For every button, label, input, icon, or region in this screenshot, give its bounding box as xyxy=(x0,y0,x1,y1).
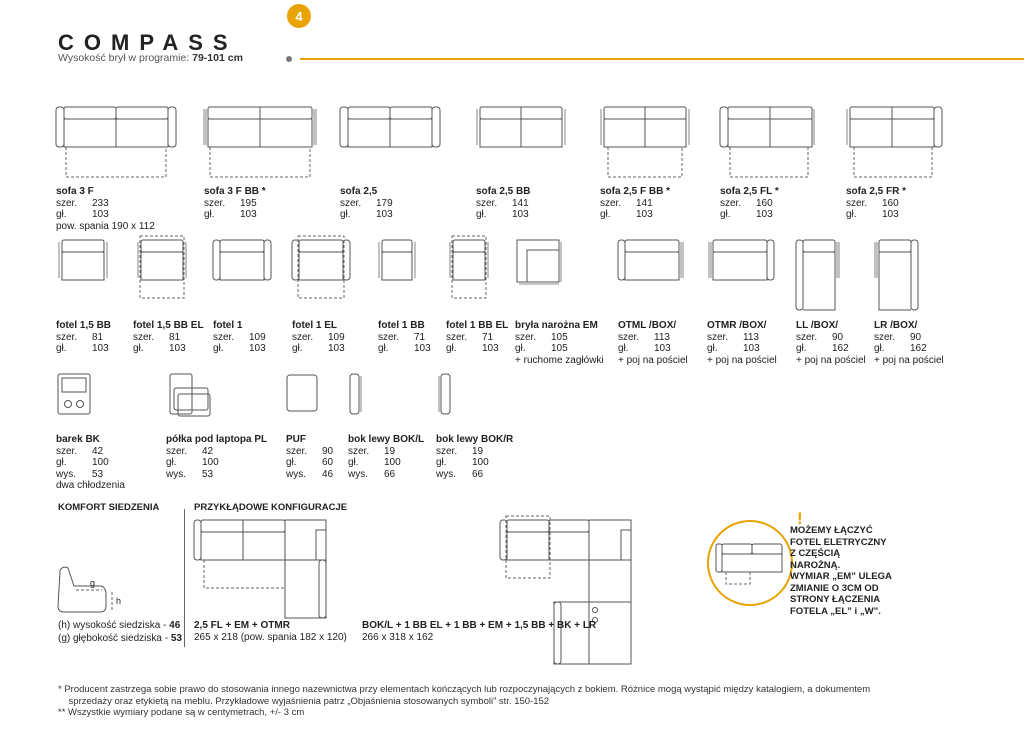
product-sofa-25 xyxy=(340,186,393,221)
product-name: barek BK xyxy=(56,434,100,445)
spec-key: szer. xyxy=(436,445,458,457)
notice-line: ZMIANIE O 3CM OD xyxy=(790,582,879,594)
product-extra: + ruchome zagłówki xyxy=(515,354,604,366)
spec-value: 66 xyxy=(472,468,484,480)
notice-text xyxy=(790,525,940,617)
spec-key: gł. xyxy=(707,343,718,354)
product-sofa-25fl xyxy=(720,186,779,221)
product-extra: dwa chłodzenia xyxy=(56,480,125,491)
spec-value: 66 xyxy=(384,468,396,480)
spec-key: szer. xyxy=(446,331,468,343)
spec-value: 162 xyxy=(910,343,927,354)
product-lr xyxy=(874,320,944,366)
product-fotel-1bbel xyxy=(446,320,508,355)
spec-key: szer. xyxy=(292,331,314,343)
spec-value: 103 xyxy=(743,343,760,354)
page-title: COMPASS xyxy=(58,30,238,55)
notice-line: FOTEL ELETRYCZNY xyxy=(790,536,887,548)
product-polka xyxy=(166,434,267,480)
spec-value: 160 xyxy=(756,197,773,209)
spec-value: 160 xyxy=(882,197,899,209)
spec-key: szer. xyxy=(796,331,818,343)
spec-key: gł. xyxy=(56,209,67,220)
depth-value: 53 xyxy=(170,633,182,644)
spec-key: szer. xyxy=(846,197,868,209)
footnote-line: sprzedaży oraz etykietą na meblu. Przykładowe wyjaśnienia patrz „Objaśnienia stosowanych symboli” str. 150-152 xyxy=(58,695,550,707)
product-sofa-25fr xyxy=(846,186,906,221)
spec-key: gł. xyxy=(286,457,297,468)
spec-key: gł. xyxy=(292,343,303,354)
spec-key: szer. xyxy=(56,445,78,457)
spec-value: 103 xyxy=(414,343,431,354)
spec-value: 46 xyxy=(322,468,334,480)
product-name: sofa 3 F BB * xyxy=(204,186,266,197)
spec-value: 113 xyxy=(743,331,759,343)
spec-key: gł. xyxy=(436,457,447,468)
barek-icon xyxy=(56,374,92,416)
spec-value: 103 xyxy=(882,209,899,220)
notice-line: FOTELA „EL” i „W”. xyxy=(790,605,881,617)
product-name: sofa 2,5 FR * xyxy=(846,186,907,197)
g-mark: g xyxy=(90,578,96,588)
page-subtitle xyxy=(58,52,243,64)
product-name: OTML /BOX/ xyxy=(618,320,677,331)
spec-value: 100 xyxy=(92,457,109,468)
spec-value: 103 xyxy=(376,209,393,220)
spec-key: szer. xyxy=(166,445,188,457)
spec-value: 103 xyxy=(756,209,773,220)
spec-value: 100 xyxy=(472,457,489,468)
spec-value: 42 xyxy=(202,445,214,457)
sofa-25-icon xyxy=(340,107,440,149)
product-sofa-25bb xyxy=(476,186,530,221)
notice-sofa-icon xyxy=(716,544,788,586)
config-1-icon xyxy=(194,520,328,620)
product-name: LR /BOX/ xyxy=(874,320,918,331)
spec-value: 162 xyxy=(832,343,849,354)
sofa-25fbb-icon xyxy=(600,107,690,179)
depth-label: (g) głębokość siedziska - xyxy=(58,633,169,644)
spec-key: gł. xyxy=(213,343,224,354)
sofa-25fr-icon xyxy=(846,107,942,179)
product-name: sofa 2,5 BB xyxy=(476,186,531,197)
fotel-1-icon xyxy=(213,240,271,282)
spec-value: 113 xyxy=(654,331,670,343)
ll-icon xyxy=(796,240,840,312)
spec-value: 179 xyxy=(376,197,393,209)
spec-value: 60 xyxy=(322,457,334,468)
spec-key: szer. xyxy=(204,197,226,209)
notice-line: Z CZĘŚCIĄ xyxy=(790,548,841,559)
product-extra: + poj na pościel xyxy=(874,354,944,366)
spec-value: 90 xyxy=(910,331,922,343)
product-name: fotel 1 EL xyxy=(292,320,338,331)
spec-value: 81 xyxy=(92,331,104,343)
spec-value: 103 xyxy=(328,343,345,354)
spec-value: 103 xyxy=(482,343,499,354)
spec-value: 53 xyxy=(92,468,104,480)
bok-lewy-icon xyxy=(348,374,362,416)
spec-value: 19 xyxy=(472,445,484,457)
product-ll xyxy=(796,320,866,366)
spec-key: gł. xyxy=(204,209,215,220)
product-extra: + poj na pościel xyxy=(707,354,777,366)
spec-key: gł. xyxy=(874,343,885,354)
spec-value: 195 xyxy=(240,197,257,209)
product-name: bok lewy BOK/R xyxy=(436,434,514,445)
otml-icon xyxy=(618,240,684,282)
spec-value: 103 xyxy=(654,343,671,354)
footnote-line: ** Wszystkie wymiary podane są w centymetrach, +/- 3 cm xyxy=(58,707,305,718)
product-puf xyxy=(286,434,333,480)
spec-value: 103 xyxy=(240,209,257,220)
spec-key: szer. xyxy=(348,445,370,457)
spec-key: gł. xyxy=(446,343,457,354)
comfort-specs xyxy=(58,619,182,645)
product-extra: + poj na pościel xyxy=(796,354,866,366)
product-name: sofa 2,5 F BB * xyxy=(600,186,671,197)
product-name: bok lewy BOK/L xyxy=(348,434,425,445)
product-name: fotel 1,5 BB EL xyxy=(133,320,204,331)
spec-key: gł. xyxy=(515,343,526,354)
product-name: OTMR /BOX/ xyxy=(707,320,767,331)
product-name: PUF xyxy=(286,434,306,445)
spec-value: 90 xyxy=(832,331,844,343)
product-fotel-15bb xyxy=(56,320,111,355)
product-name: bryła narożna EM xyxy=(515,320,598,331)
spec-value: 19 xyxy=(384,445,396,457)
product-bok-l xyxy=(348,434,424,480)
product-name: półka pod laptopa PL xyxy=(166,434,268,445)
spec-key: szer. xyxy=(340,197,362,209)
product-name: fotel 1,5 BB xyxy=(56,320,112,331)
product-fotel-15bbel xyxy=(133,320,204,355)
spec-value: 105 xyxy=(551,331,568,343)
spec-key: szer. xyxy=(707,331,729,343)
spec-key: gł. xyxy=(133,343,144,354)
spec-key: szer. xyxy=(133,331,155,343)
notice-line: WYMIAR „EM” ULEGA xyxy=(790,571,892,582)
comfort-heading: KOMFORT SIEDZENIA xyxy=(58,502,160,513)
subtitle-value: 79-101 cm xyxy=(192,52,243,64)
spec-value: 109 xyxy=(328,331,345,343)
sofa-3fbb-icon xyxy=(202,107,318,179)
product-name: fotel 1 xyxy=(213,320,243,331)
config-2-label xyxy=(362,620,596,644)
subtitle-prefix: Wysokość brył w programie: xyxy=(58,52,190,64)
product-sofa-3fbb xyxy=(204,186,266,221)
notice-line: NAROŻNĄ. xyxy=(790,559,841,571)
spec-value: 105 xyxy=(551,343,568,354)
spec-key: gł. xyxy=(56,457,67,468)
spec-key: gł. xyxy=(476,209,487,220)
spec-key: gł. xyxy=(846,209,857,220)
product-bok-r xyxy=(436,434,513,480)
sofa-25fl-icon xyxy=(720,107,816,179)
spec-key: gł. xyxy=(600,209,611,220)
header-dot xyxy=(286,56,292,62)
product-barek xyxy=(56,434,125,492)
product-fotel-1bb xyxy=(378,320,431,355)
header-rule xyxy=(300,58,1024,60)
fotel-1bbel-icon xyxy=(448,236,490,300)
spec-key: szer. xyxy=(378,331,400,343)
config-name: 2,5 FL + EM + OTMR xyxy=(194,620,290,631)
notice-line: MOŻEMY ŁĄCZYĆ xyxy=(790,525,873,536)
product-fotel-1el xyxy=(292,320,345,355)
footnotes xyxy=(58,684,958,719)
spec-key: gł. xyxy=(348,457,359,468)
spec-key: wys. xyxy=(166,468,186,480)
spec-key: szer. xyxy=(720,197,742,209)
spec-key: szer. xyxy=(56,197,78,209)
spec-value: 103 xyxy=(636,209,653,220)
spec-key: szer. xyxy=(286,445,308,457)
config-dims: 265 x 218 (pow. spania 182 x 120) xyxy=(194,632,347,643)
configs-heading: PRZYKŁĄDOWE KONFIGURACJE xyxy=(194,502,348,513)
product-name: sofa 2,5 FL * xyxy=(720,186,779,197)
spec-value: 103 xyxy=(169,343,186,354)
spec-key: wys. xyxy=(56,468,76,480)
fotel-1bb-icon xyxy=(378,240,416,282)
product-name: fotel 1 BB EL xyxy=(446,320,509,331)
spec-value: 103 xyxy=(92,209,109,220)
spec-key: gł. xyxy=(378,343,389,354)
fotel-15bbel-icon xyxy=(136,236,188,300)
product-otmr xyxy=(707,320,777,366)
spec-value: 141 xyxy=(512,197,529,209)
otmr-icon xyxy=(708,240,774,282)
sofa-3f-icon xyxy=(56,107,176,179)
spec-value: 71 xyxy=(414,331,426,343)
lr-icon xyxy=(874,240,918,312)
seat-profile-icon xyxy=(56,566,126,614)
spec-key: szer. xyxy=(618,331,640,343)
spec-key: wys. xyxy=(348,468,368,480)
product-extra: + poj na pościel xyxy=(618,354,688,366)
height-label: (h) wysokość siedziska - xyxy=(58,620,167,631)
product-name: fotel 1 BB xyxy=(378,320,425,331)
spec-key: szer. xyxy=(476,197,498,209)
spec-key: gł. xyxy=(618,343,629,354)
spec-value: 90 xyxy=(322,445,334,457)
spec-value: 81 xyxy=(169,331,181,343)
spec-key: gł. xyxy=(166,457,177,468)
spec-value: 233 xyxy=(92,197,109,209)
product-sofa-25fbb xyxy=(600,186,670,221)
spec-value: 103 xyxy=(512,209,529,220)
product-otml xyxy=(618,320,688,366)
spec-value: 42 xyxy=(92,445,104,457)
footnote-line: * Producent zastrzega sobie prawo do stosowania innego nazewnictwa przy elementach kończących lub rozpoczynających z bokiem. Różnice mogą wystąpić między katalogiem, a dokumentem xyxy=(58,684,871,695)
spec-key: wys. xyxy=(436,468,456,480)
spec-value: 71 xyxy=(482,331,494,343)
spec-value: 53 xyxy=(202,468,214,480)
spec-value: 103 xyxy=(249,343,266,354)
h-mark: h xyxy=(116,596,122,606)
config-1-label xyxy=(194,620,347,644)
notice-line: STRONY ŁĄCZENIA xyxy=(790,594,881,605)
page-number-badge: 4 xyxy=(287,4,311,28)
product-fotel-1 xyxy=(213,320,266,355)
spec-value: 141 xyxy=(636,197,653,209)
spec-value: 103 xyxy=(92,343,109,354)
spec-key: szer. xyxy=(515,331,537,343)
product-name: sofa 2,5 xyxy=(340,186,378,197)
spec-value: 100 xyxy=(384,457,401,468)
notice-exclamation: ! xyxy=(797,509,803,528)
spec-value: 100 xyxy=(202,457,219,468)
bok-prawy-icon xyxy=(438,374,452,416)
spec-key: szer. xyxy=(56,331,78,343)
spec-key: gł. xyxy=(56,343,67,354)
spec-value: 109 xyxy=(249,331,266,343)
spec-key: wys. xyxy=(286,468,306,480)
product-sofa-3f xyxy=(56,186,155,232)
spec-key: szer. xyxy=(874,331,896,343)
fotel-1el-icon xyxy=(292,236,350,300)
config-dims: 266 x 318 x 162 xyxy=(362,632,434,643)
sofa-25bb-icon xyxy=(476,107,566,149)
product-extra: pow. spania 190 x 112 xyxy=(56,220,155,232)
polka-laptop-icon xyxy=(166,374,212,420)
spec-key: gł. xyxy=(796,343,807,354)
product-name: LL /BOX/ xyxy=(796,320,839,331)
product-bryla-em xyxy=(515,320,604,366)
spec-key: szer. xyxy=(600,197,622,209)
puf-icon xyxy=(286,374,318,414)
spec-key: szer. xyxy=(213,331,235,343)
section-divider xyxy=(184,509,185,647)
spec-key: gł. xyxy=(720,209,731,220)
spec-key: gł. xyxy=(340,209,351,220)
product-name: sofa 3 F xyxy=(56,186,94,197)
bryla-narozna-icon xyxy=(517,240,563,286)
config-name: BOK/L + 1 BB EL + 1 BB + EM + 1,5 BB + BK + LR xyxy=(362,620,597,631)
height-value: 46 xyxy=(169,620,181,631)
fotel-15bb-icon xyxy=(58,240,108,282)
